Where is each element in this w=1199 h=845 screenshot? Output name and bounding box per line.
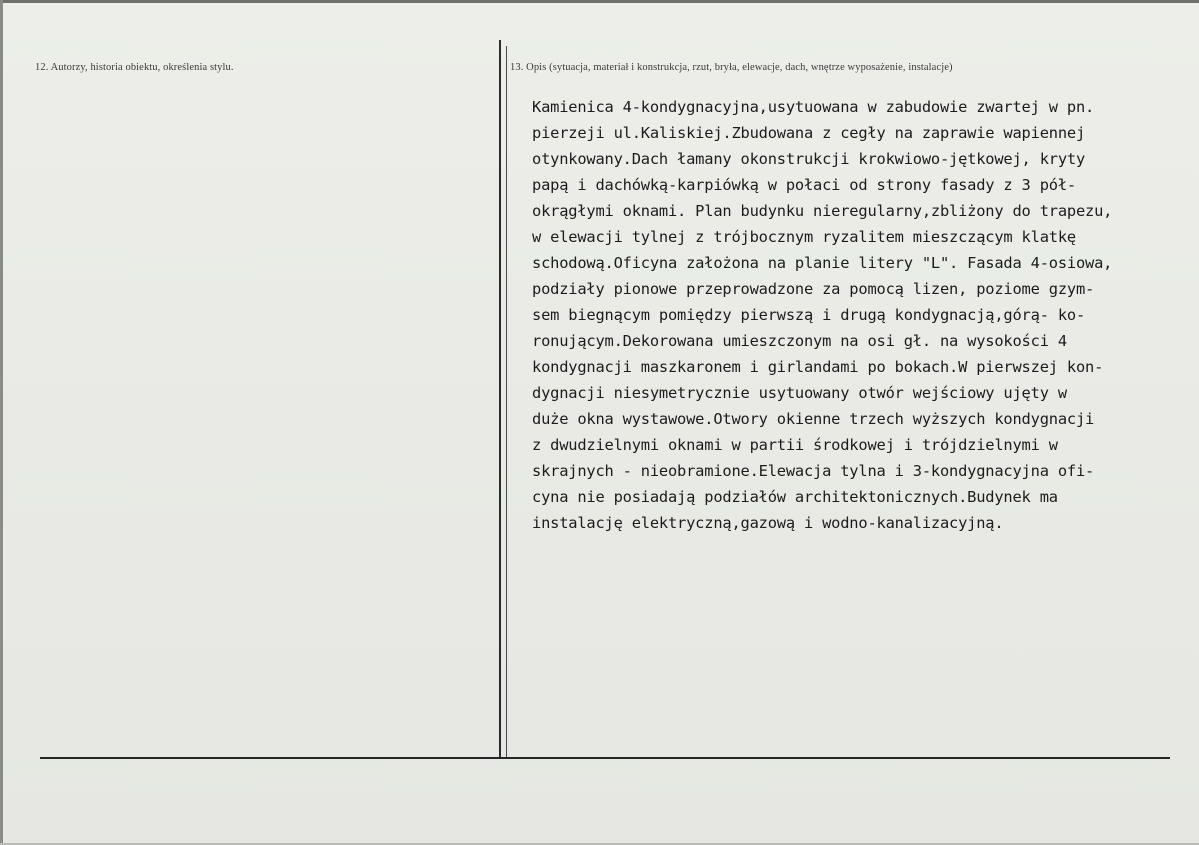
description-line: podziały pionowe przeprowadzone za pomocą lizen, poziome gzym- bbox=[532, 280, 1095, 298]
description-line: pierzeji ul.Kaliskiej.Zbudowana z cegły na zaprawie wapiennej bbox=[532, 124, 1086, 142]
description-line: skrajnych - nieobramione.Elewacja tylna i 3-kondygnacyjna ofi- bbox=[532, 462, 1095, 480]
description-line: dygnacji niesymetrycznie usytuowany otwór wejściowy ujęty w bbox=[532, 384, 1067, 402]
description-line: papą i dachówką-karpiówką w połaci od strony fasady z 3 pół- bbox=[532, 176, 1076, 194]
column-divider-secondary bbox=[506, 46, 507, 758]
description-line: schodową.Oficyna założona na planie litery "L". Fasada 4-osiowa, bbox=[532, 254, 1113, 272]
bottom-rule bbox=[40, 757, 1170, 759]
page-edge-left bbox=[0, 0, 3, 845]
description-line: cyna nie posiadają podziałów architektonicznych.Budynek ma bbox=[532, 488, 1058, 506]
description-text bbox=[532, 94, 1172, 536]
column-divider bbox=[499, 40, 501, 758]
description-line: sem biegnącym pomiędzy pierwszą i drugą kondygnacją,górą- ko- bbox=[532, 306, 1086, 324]
description-line: ronującym.Dekorowana umieszczonym na osi gł. na wysokości 4 bbox=[532, 332, 1067, 350]
description-line: Kamienica 4-kondygnacyjna,usytuowana w zabudowie zwartej w pn. bbox=[532, 98, 1095, 116]
description-line: otynkowany.Dach łamany okonstrukcji krokwiowo-jętkowej, kryty bbox=[532, 150, 1086, 168]
section-12-heading: 12. Autorzy, historia obiektu, określenia stylu. bbox=[35, 62, 234, 73]
description-line: w elewacji tylnej z trójbocznym ryzalitem mieszczącym klatkę bbox=[532, 228, 1076, 246]
page-edge-top bbox=[0, 0, 1199, 3]
description-line: instalację elektryczną,gazową i wodno-kanalizacyjną. bbox=[532, 514, 1004, 532]
description-line: duże okna wystawowe.Otwory okienne trzech wyższych kondygnacji bbox=[532, 410, 1095, 428]
description-line: kondygnacji maszkaronem i girlandami po bokach.W pierwszej kon- bbox=[532, 358, 1104, 376]
description-line: z dwudzielnymi oknami w partii środkowej i trójdzielnymi w bbox=[532, 436, 1058, 454]
section-13-heading: 13. Opis (sytuacja, materiał i konstrukcja, rzut, bryła, elewacje, dach, wnętrze wyposażenie, instalacje) bbox=[510, 62, 953, 73]
description-line: okrągłymi oknami. Plan budynku nieregularny,zbliżony do trapezu, bbox=[532, 202, 1113, 220]
